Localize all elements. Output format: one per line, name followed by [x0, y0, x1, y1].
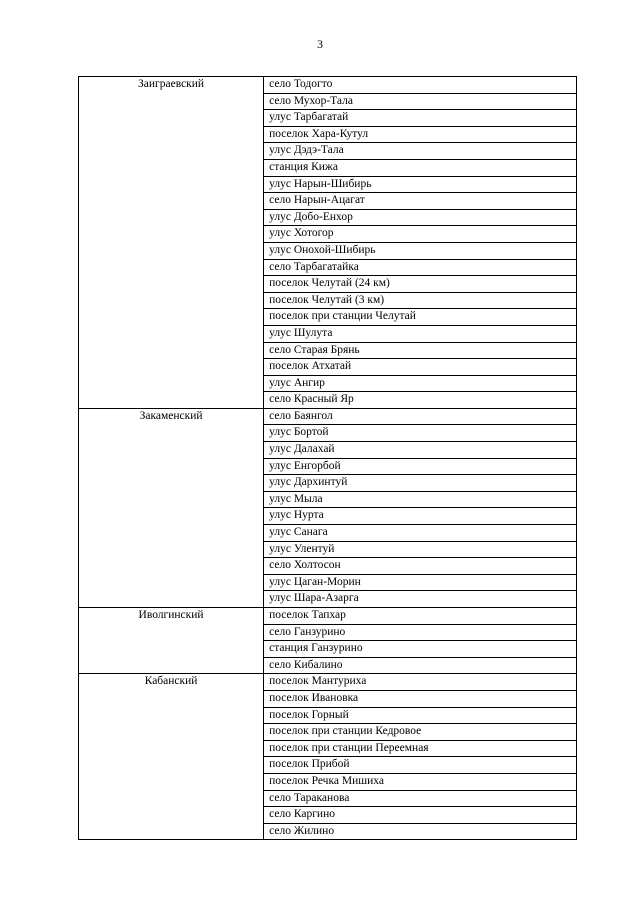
- settlement-cell: улус Енгорбой: [264, 458, 577, 475]
- table-row: [79, 608, 577, 625]
- settlement-cell: улус Онохой-Шибирь: [264, 242, 577, 259]
- settlement-cell: улус Нурта: [264, 508, 577, 525]
- settlement-cell: улус Добо-Енхор: [264, 209, 577, 226]
- settlement-cell: улус Шара-Азарга: [264, 591, 577, 608]
- settlement-cell: поселок Челутай (3 км): [264, 292, 577, 309]
- settlement-cell: село Тарбагатайка: [264, 259, 577, 276]
- settlement-cell: село Баянгол: [264, 408, 577, 425]
- settlement-cell: село Ганзурино: [264, 624, 577, 641]
- settlement-cell: поселок Тапхар: [264, 608, 577, 625]
- district-name-cell: Иволгинский: [79, 608, 264, 674]
- settlement-cell: станция Ганзурино: [264, 641, 577, 658]
- settlement-cell: поселок Ивановка: [264, 690, 577, 707]
- settlement-cell: улус Дэдэ-Тала: [264, 143, 577, 160]
- settlement-cell: улус Шулута: [264, 325, 577, 342]
- settlement-cell: поселок Мантуриха: [264, 674, 577, 691]
- settlement-cell: поселок Хара-Кутул: [264, 126, 577, 143]
- settlement-cell: улус Тарбагатай: [264, 110, 577, 127]
- table-row: [79, 674, 577, 691]
- settlement-cell: станция Кижа: [264, 159, 577, 176]
- settlement-cell: село Тараканова: [264, 790, 577, 807]
- settlement-cell: поселок Горный: [264, 707, 577, 724]
- table-row: [79, 77, 577, 94]
- page-number: 3: [317, 37, 323, 51]
- settlement-cell: село Каргино: [264, 807, 577, 824]
- settlement-cell: село Кибалино: [264, 657, 577, 674]
- settlement-cell: поселок Атхатай: [264, 359, 577, 376]
- settlement-cell: поселок при станции Кедровое: [264, 724, 577, 741]
- settlement-cell: село Холтосон: [264, 558, 577, 575]
- district-name-cell: Кабанский: [79, 674, 264, 840]
- settlement-cell: поселок при станции Переемная: [264, 740, 577, 757]
- district-name-cell: Закаменский: [79, 408, 264, 607]
- settlement-cell: улус Санага: [264, 525, 577, 542]
- settlement-cell: село Тодогто: [264, 77, 577, 94]
- settlement-cell: село Старая Брянь: [264, 342, 577, 359]
- settlement-cell: улус Далахай: [264, 442, 577, 459]
- settlement-cell: поселок Речка Мишиха: [264, 773, 577, 790]
- settlements-table-body: [79, 77, 577, 840]
- settlement-cell: улус Улентуй: [264, 541, 577, 558]
- district-name-cell: Заиграевский: [79, 77, 264, 409]
- settlement-cell: улус Цаган-Морин: [264, 574, 577, 591]
- settlement-cell: поселок при станции Челутай: [264, 309, 577, 326]
- settlement-cell: улус Бортой: [264, 425, 577, 442]
- settlement-cell: улус Дархинтуй: [264, 475, 577, 492]
- settlement-cell: улус Мыла: [264, 491, 577, 508]
- settlement-cell: поселок Прибой: [264, 757, 577, 774]
- settlement-cell: улус Хотогор: [264, 226, 577, 243]
- settlement-cell: село Красный Яр: [264, 392, 577, 409]
- settlement-cell: улус Нарын-Шибирь: [264, 176, 577, 193]
- table-row: [79, 408, 577, 425]
- settlement-cell: село Жилино: [264, 823, 577, 840]
- settlement-cell: село Нарын-Ацагат: [264, 193, 577, 210]
- settlement-cell: улус Ангир: [264, 375, 577, 392]
- settlement-cell: село Мухор-Тала: [264, 93, 577, 110]
- settlements-table: [78, 76, 577, 840]
- settlement-cell: поселок Челутай (24 км): [264, 276, 577, 293]
